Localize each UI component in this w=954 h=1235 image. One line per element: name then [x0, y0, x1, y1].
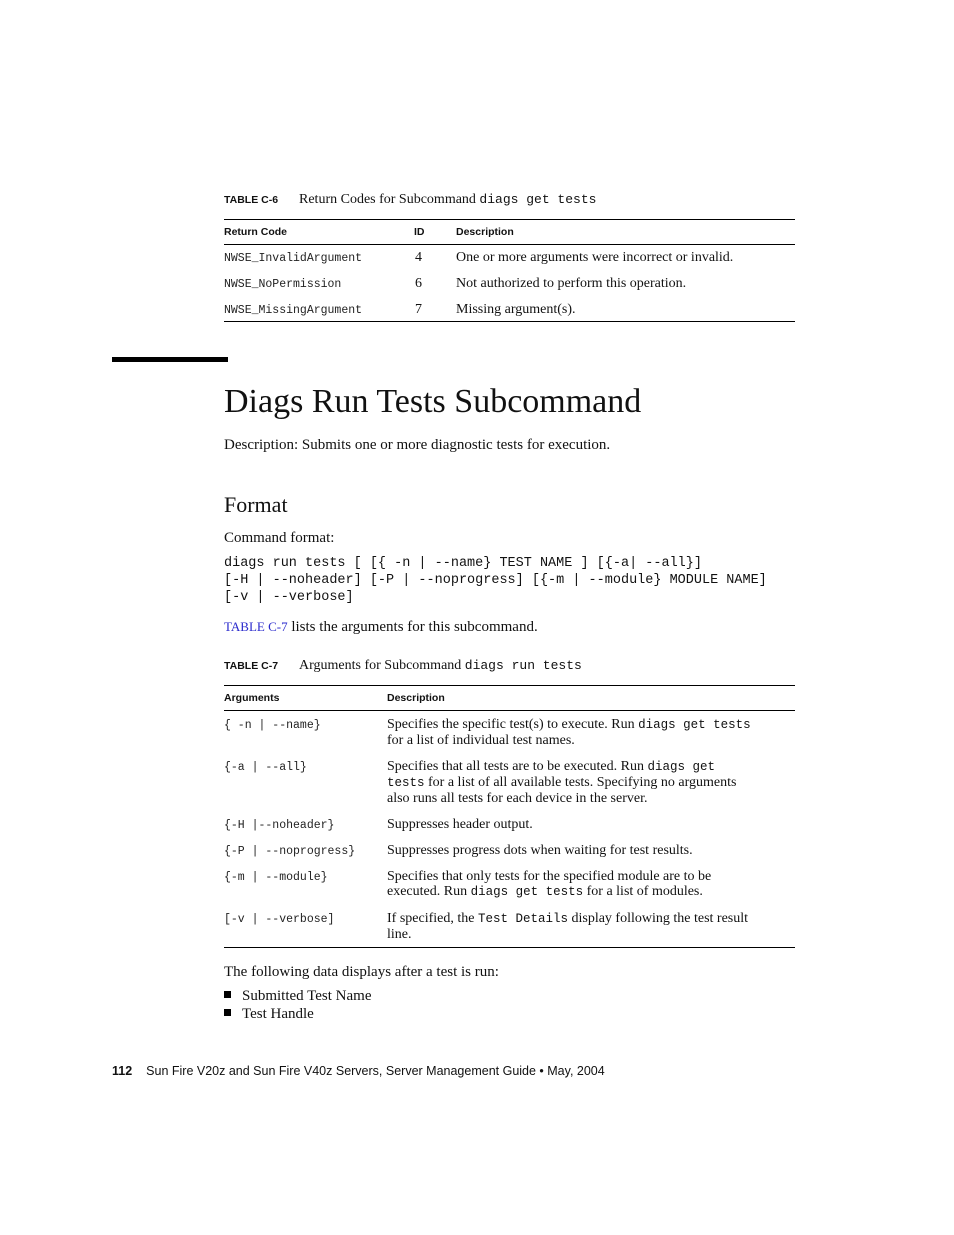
description-cell: [387, 759, 795, 806]
argument-cell: {-m | --module}: [224, 871, 328, 884]
page-footer: [112, 1064, 605, 1078]
return-code-cell: NWSE_MissingArgument: [224, 304, 363, 317]
table-c6-title: Return Codes for Subcommand: [299, 192, 480, 207]
section-bar: [112, 357, 228, 362]
table-c7-header-description: Description: [387, 692, 445, 704]
argument-cell: [-v | --verbose]: [224, 913, 335, 926]
table-c7-label: TABLE C-7: [224, 660, 279, 672]
table-reference-text: lists the arguments for this subcommand.: [287, 619, 538, 635]
bullet-icon: [224, 1009, 231, 1016]
bullet-icon: [224, 991, 231, 998]
description-text: for a list of individual test names.: [387, 733, 575, 748]
table-c6-caption: [224, 192, 596, 208]
table-c7-header-arguments: Arguments: [224, 692, 280, 704]
inline-code: diags get tests: [638, 718, 751, 732]
id-cell: 6: [415, 276, 422, 291]
table-c6-header-rule: [224, 244, 795, 245]
description-cell: Suppresses header output.: [387, 817, 533, 832]
footer-text: Sun Fire V20z and Sun Fire V40z Servers, Server Management Guide • May, 2004: [146, 1064, 605, 1078]
description-text: for a list of modules.: [583, 884, 703, 899]
table-c6-title-code: diags get tests: [479, 192, 597, 207]
description-text: If specified, the: [387, 911, 478, 926]
page-number: 112: [112, 1064, 133, 1078]
description-cell: [387, 869, 795, 900]
description-cell: Suppresses progress dots when waiting for test results.: [387, 843, 693, 858]
inline-code: diags get: [647, 760, 715, 774]
description-text: Specifies that only tests for the specified module are to be: [387, 869, 712, 884]
return-code-cell: NWSE_NoPermission: [224, 278, 342, 291]
description-cell: One or more arguments were incorrect or invalid.: [456, 250, 734, 265]
table-c6-label: TABLE C-6: [224, 194, 279, 206]
table-c7-caption: [224, 658, 582, 674]
description-text: Specifies the specific test(s) to execute. Run: [387, 717, 639, 732]
argument-cell: {-a | --all}: [224, 761, 307, 774]
argument-cell: {-H |--noheader}: [224, 819, 335, 832]
description-text: for a list of all available tests. Specifying no arguments: [424, 775, 737, 790]
data-intro: The following data displays after a test is run:: [224, 964, 499, 980]
command-line: [-v | --verbose]: [224, 590, 354, 605]
table-reference: [224, 619, 538, 636]
table-c7-bottom-rule: [224, 947, 795, 948]
section-description: Description: Submits one or more diagnostic tests for execution.: [224, 437, 611, 453]
description-cell: Missing argument(s).: [456, 302, 576, 317]
inline-code: tests: [387, 776, 425, 790]
table-c6-header-description: Description: [456, 226, 514, 238]
table-c6-header-id: ID: [414, 226, 425, 238]
command-line: [-H | --noheader] [-P | --noprogress] [{-m | --module} MODULE NAME]: [224, 573, 767, 588]
id-cell: 4: [415, 250, 422, 265]
table-c7-title-code: diags run tests: [464, 658, 582, 673]
section-title: Diags Run Tests Subcommand: [224, 383, 642, 420]
id-cell: 7: [415, 302, 422, 317]
return-code-cell: NWSE_InvalidArgument: [224, 252, 363, 265]
table-c6-bottom-rule: [224, 321, 795, 322]
inline-code: diags get tests: [470, 885, 584, 899]
table-c7-top-rule: [224, 685, 795, 686]
description-text: Specifies that all tests are to be executed. Run: [387, 759, 648, 774]
table-c6-header-return-code: Return Code: [224, 226, 287, 238]
table-c7-title: Arguments for Subcommand: [299, 658, 465, 673]
inline-code: Test Details: [477, 912, 568, 926]
description-text: display following the test result: [567, 911, 749, 926]
description-cell: [387, 717, 795, 748]
table-c6-top-rule: [224, 219, 795, 220]
list-item-text: Submitted Test Name: [242, 988, 372, 1004]
argument-cell: { -n | --name}: [224, 719, 321, 732]
format-heading: Format: [224, 492, 288, 517]
list-item: [224, 1006, 314, 1023]
list-item-text: Test Handle: [242, 1006, 314, 1022]
command-format-label: Command format:: [224, 530, 335, 546]
list-item: [224, 988, 372, 1005]
description-cell: Not authorized to perform this operation.: [456, 276, 687, 291]
description-text: executed. Run: [387, 884, 471, 899]
argument-cell: {-P | --noprogress}: [224, 845, 356, 858]
description-text: line.: [387, 927, 412, 942]
description-text: also runs all tests for each device in the server.: [387, 791, 648, 806]
description-cell: [387, 911, 795, 942]
table-c7-link[interactable]: TABLE C-7: [224, 619, 288, 634]
command-line: diags run tests [ [{ -n | --name} TEST NAME ] [{-a| --all}]: [224, 556, 702, 571]
table-c7-header-rule: [224, 710, 795, 711]
